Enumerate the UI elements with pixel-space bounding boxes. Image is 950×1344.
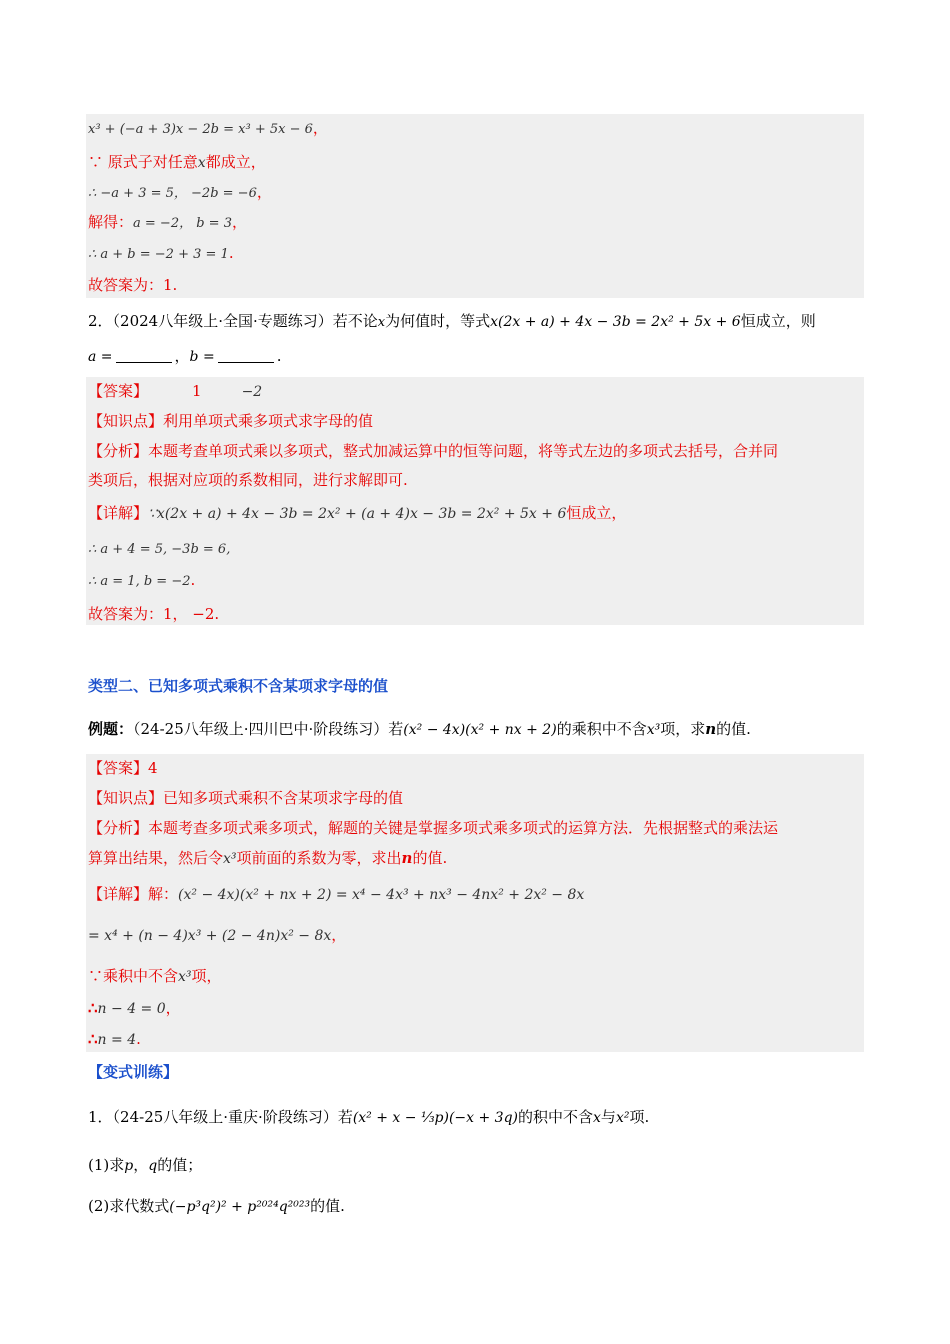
analysis-line-2: 算算出结果，然后令x³项前面的系数为零，求出n的值. <box>88 849 448 867</box>
knowledge-line: 【知识点】利用单项式乘多项式求字母的值 <box>88 412 374 430</box>
question-2-line-2: a = ，b = . <box>88 347 282 365</box>
solution-line-1: x³ + (−a + 3)x − 2b = x³ + 5x − 6， <box>88 119 328 137</box>
practice-question-1: 1．（24-25八年级上·重庆·阶段练习）若(x² + x − ⅓p)(−x + 3q)的积中不含x与x²项. <box>88 1108 650 1126</box>
answer-line: 【答案】4 <box>88 759 158 777</box>
detail-line-3: ∵乘积中不含x³项， <box>88 967 222 985</box>
answer-block-1 <box>86 114 864 298</box>
detail-line-1: 【详解】∵x(2x + a) + 4x − 3b = 2x² + (a + 4)x − 3b = 2x² + 5x + 6恒成立， <box>88 504 627 522</box>
example-question: 例题：（24-25八年级上·四川巴中·阶段练习）若(x² − 4x)(x² + nx + 2)的乘积中不含x³项，求n的值. <box>88 720 751 738</box>
solution-line-2: ∵ 原式子对任意x都成立， <box>88 153 266 171</box>
detail-line-4: ∴n − 4 = 0， <box>88 999 181 1017</box>
analysis-line-1: 【分析】本题考查单项式乘以多项式，整式加减运算中的恒等问题，将等式左边的多项式去括号，合并同 <box>88 442 779 460</box>
solution-line-6: 故答案为：1. <box>88 276 178 294</box>
knowledge-line: 【知识点】已知多项式乘积不含某项求字母的值 <box>88 789 404 807</box>
detail-line-2: = x⁴ + (n − 4)x³ + (2 − 4n)x² − 8x， <box>88 926 347 944</box>
detail-line-5: ∴n = 4. <box>88 1030 141 1048</box>
question-2-line-1: 2．（2024八年级上·全国·专题练习）若不论x为何值时，等式x(2x + a) + 4x − 3b = 2x² + 5x + 6恒成立，则 <box>88 312 816 330</box>
analysis-line-2: 类项后，根据对应项的系数相同，进行求解即可. <box>88 471 408 489</box>
final-answer-line: 故答案为：1， −2. <box>88 605 220 623</box>
section-title: 类型二、已知多项式乘积不含某项求字母的值 <box>88 677 389 695</box>
answer-line: 【答案】 1 −2 <box>88 382 263 400</box>
answer-blank-b[interactable] <box>218 348 274 363</box>
detail-line-3: ∴ a = 1, b = −2. <box>88 571 196 589</box>
detail-line-1: 【详解】解：(x² − 4x)(x² + nx + 2) = x⁴ − 4x³ + nx³ − 4nx² + 2x² − 8x <box>88 885 585 903</box>
detail-line-2: ∴ a + 4 = 5, −3b = 6, <box>88 542 231 557</box>
practice-part-2: (2)求代数式(−p³q²)² + p²⁰²⁴q²⁰²³的值. <box>88 1197 345 1215</box>
solution-line-4: 解得：a = −2， b = 3， <box>88 213 247 231</box>
practice-part-1: (1)求p，q的值； <box>88 1156 203 1174</box>
solution-line-3: ∴ −a + 3 = 5， −2b = −6， <box>88 183 272 201</box>
answer-blank-a[interactable] <box>116 348 172 363</box>
solution-line-5: ∴ a + b = −2 + 3 = 1. <box>88 244 234 262</box>
analysis-line-1: 【分析】本题考查多项式乘多项式，解题的关键是掌握多项式乘多项式的运算方法．先根据整式的乘法运 <box>88 819 779 837</box>
equation: x³ + (−a + 3)x − 2b = x³ + 5x − 6 <box>88 122 313 137</box>
practice-label: 【变式训练】 <box>88 1063 179 1081</box>
